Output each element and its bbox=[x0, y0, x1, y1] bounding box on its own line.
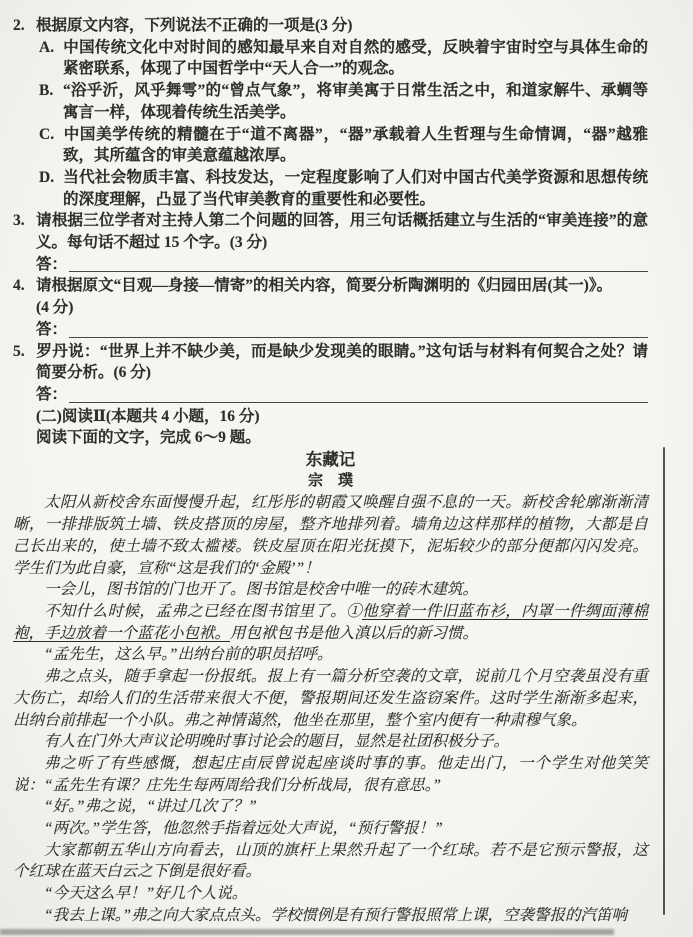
passage-paragraph: 弗之点头，随手拿起一份报纸。报上有一篇分析空袭的文章，说前几个月空袭虽没有重大伤亡，却给人们的生活带来很大不便，警报期间还发生盗窃案件。这时学生渐渐多起来，出纳台前排起一个小队。弗之神情蔼然，他坐在那里，整个室内便有一种肃穆气象。 bbox=[13, 668, 648, 729]
paragraph-segment: 用包袱包书是他入滇以后的新习惯。 bbox=[230, 624, 479, 642]
option-a-text: 中国传统文化中对时间的感知最早来自对自然的感受，反映着宇宙时空与具体生命的紧密联系，体现了中国哲学中“天人合一”的观念。 bbox=[63, 38, 648, 78]
answer-label: 答： bbox=[36, 320, 68, 338]
option-c-label: C. bbox=[39, 125, 55, 143]
passage-paragraph: “我去上课。”弗之向大家点点头。学校惯例是有预行警报照常上课，空袭警报的汽笛响 bbox=[44, 906, 627, 924]
question-4-score: (4 分) bbox=[36, 299, 74, 317]
section-2-instruction: 阅读下面的文字，完成 6～9 题。 bbox=[36, 429, 261, 447]
option-c-text: 中国美学传统的精髓在于“道不离器”，“器”承载着人生哲理与生命情调，“器”越雅致，其所蕴含的审美意蕴越浓厚。 bbox=[63, 125, 648, 165]
passage-paragraph: 有人在门外大声议论明晚时事讨论会的题目，显然是社团积极分子。 bbox=[44, 733, 510, 751]
passage-body bbox=[13, 492, 648, 926]
question-3-stem bbox=[13, 210, 648, 253]
answer-blank-line bbox=[69, 337, 648, 338]
passage-author: 宗 璞 bbox=[307, 472, 353, 489]
question-5-number: 5. bbox=[13, 342, 25, 360]
passage-title: 东藏记 bbox=[305, 450, 356, 470]
question-5-answer-row bbox=[36, 384, 648, 406]
question-2-option-c bbox=[39, 124, 648, 167]
question-2-option-d bbox=[39, 167, 648, 210]
scan-artifact-vertical-line bbox=[663, 447, 665, 915]
question-2 bbox=[13, 15, 648, 210]
question-2-stem-text: 根据原文内容，下列说法不正确的一项是(3 分) bbox=[36, 17, 353, 34]
answer-label: 答： bbox=[36, 255, 68, 273]
question-4-answer-row bbox=[36, 319, 648, 341]
question-2-option-a bbox=[39, 37, 648, 80]
option-d-label: D. bbox=[39, 168, 55, 186]
question-2-option-b bbox=[39, 80, 648, 123]
question-4-number: 4. bbox=[13, 277, 25, 295]
passage-paragraph: 太阳从新校舍东面慢慢升起，红彤彤的朝霞又唤醒自强不息的一天。新校舍轮廓渐渐清晰，一排排版筑土墙、铁皮搭顶的房屋，整齐地排列着。墙角边这样那样的植物，大都是自己长出来的，使土墙不致太褴褛。铁皮屋顶在阳光抚摸下，泥垢较少的部分便都闪闪发亮。学生们为此自豪，宣称“这是我们的‘金殿’”！ bbox=[13, 494, 648, 577]
question-2-stem bbox=[13, 15, 648, 37]
passage-paragraph: “好。”弗之说，“讲过几次了？” bbox=[44, 798, 257, 816]
question-4 bbox=[13, 275, 648, 340]
question-4-stem bbox=[13, 275, 648, 297]
question-4-stem-text: 请根据原文“目观—身接—情寄”的相关内容，简要分析陶渊明的《归园田居(其一)》。 bbox=[36, 277, 613, 295]
question-5 bbox=[13, 341, 648, 406]
question-5-stem bbox=[13, 341, 648, 384]
passage-paragraph: 大家都朝五华山方向看去，山顶的旗杆上果然升起了一个红球。若不是它预示警报，这个红球在蓝天白云之下倒是很好看。 bbox=[13, 841, 648, 881]
question-3-stem-text: 请根据三位学者对主持人第二个问题的回答，用三句话概括建立与生活的“审美连接”的意义。每句话不超过 15 个字。(3 分) bbox=[36, 212, 648, 252]
scan-artifact-bottom-bar bbox=[0, 929, 614, 935]
passage-paragraph: 一会儿，图书馆的门也开了。图书馆是校舍中唯一的砖木建筑。 bbox=[44, 581, 479, 599]
answer-blank-line bbox=[69, 271, 648, 272]
passage-paragraph-with-underline bbox=[13, 601, 648, 644]
passage-paragraph: “今天这么早！”好几个人说。 bbox=[44, 885, 248, 903]
option-a-label: A. bbox=[39, 38, 55, 56]
question-5-stem-text: 罗丹说：“世界上并不缺少美，而是缺少发现美的眼睛。”这句话与材料有何契合之处？请简要分析。(6 分) bbox=[36, 342, 648, 382]
passage-paragraph: “两次。”学生答，他忽然手指着远处大声说，“预行警报！” bbox=[44, 820, 443, 838]
underlined-sentence-1: 他穿着一件旧蓝布衫，内罩一件绸面薄棉袍，手边放着一个蓝花小包袱。 bbox=[13, 602, 648, 642]
option-b-label: B. bbox=[39, 82, 54, 100]
question-3-number: 3. bbox=[13, 212, 25, 230]
answer-blank-line bbox=[69, 402, 648, 403]
question-3-answer-row bbox=[36, 254, 648, 276]
question-3 bbox=[13, 210, 648, 275]
question-2-number: 2. bbox=[13, 17, 25, 34]
paragraph-segment: 不知什么时候，孟弗之已经在图书馆里了。① bbox=[44, 602, 363, 620]
option-b-text: “浴乎沂，风乎舞雩”的“曾点气象”，将审美寓于日常生活之中，和道家解牛、承蜩等寓言一样，体现着传统生活美学。 bbox=[63, 82, 648, 121]
passage-paragraph: 弗之听了有些感慨，想起庄卣辰曾说起座谈时事的事。他走出门，一个学生对他笑笑说：“孟先生有课？庄先生每两周给我们分析战局，很有意思。” bbox=[13, 754, 648, 794]
option-d-text: 当代社会物质丰富、科技发达，一定程度影响了人们对中国古代美学资源和思想传统的深度理解，凸显了当代审美教育的重要性和必要性。 bbox=[63, 168, 648, 208]
section-2-heading: (二)阅读Ⅱ(本题共 4 小题，16 分) bbox=[36, 407, 260, 425]
passage-paragraph: “孟先生，这么早。”出纳台前的职员招呼。 bbox=[44, 646, 333, 664]
answer-label: 答： bbox=[36, 385, 68, 403]
